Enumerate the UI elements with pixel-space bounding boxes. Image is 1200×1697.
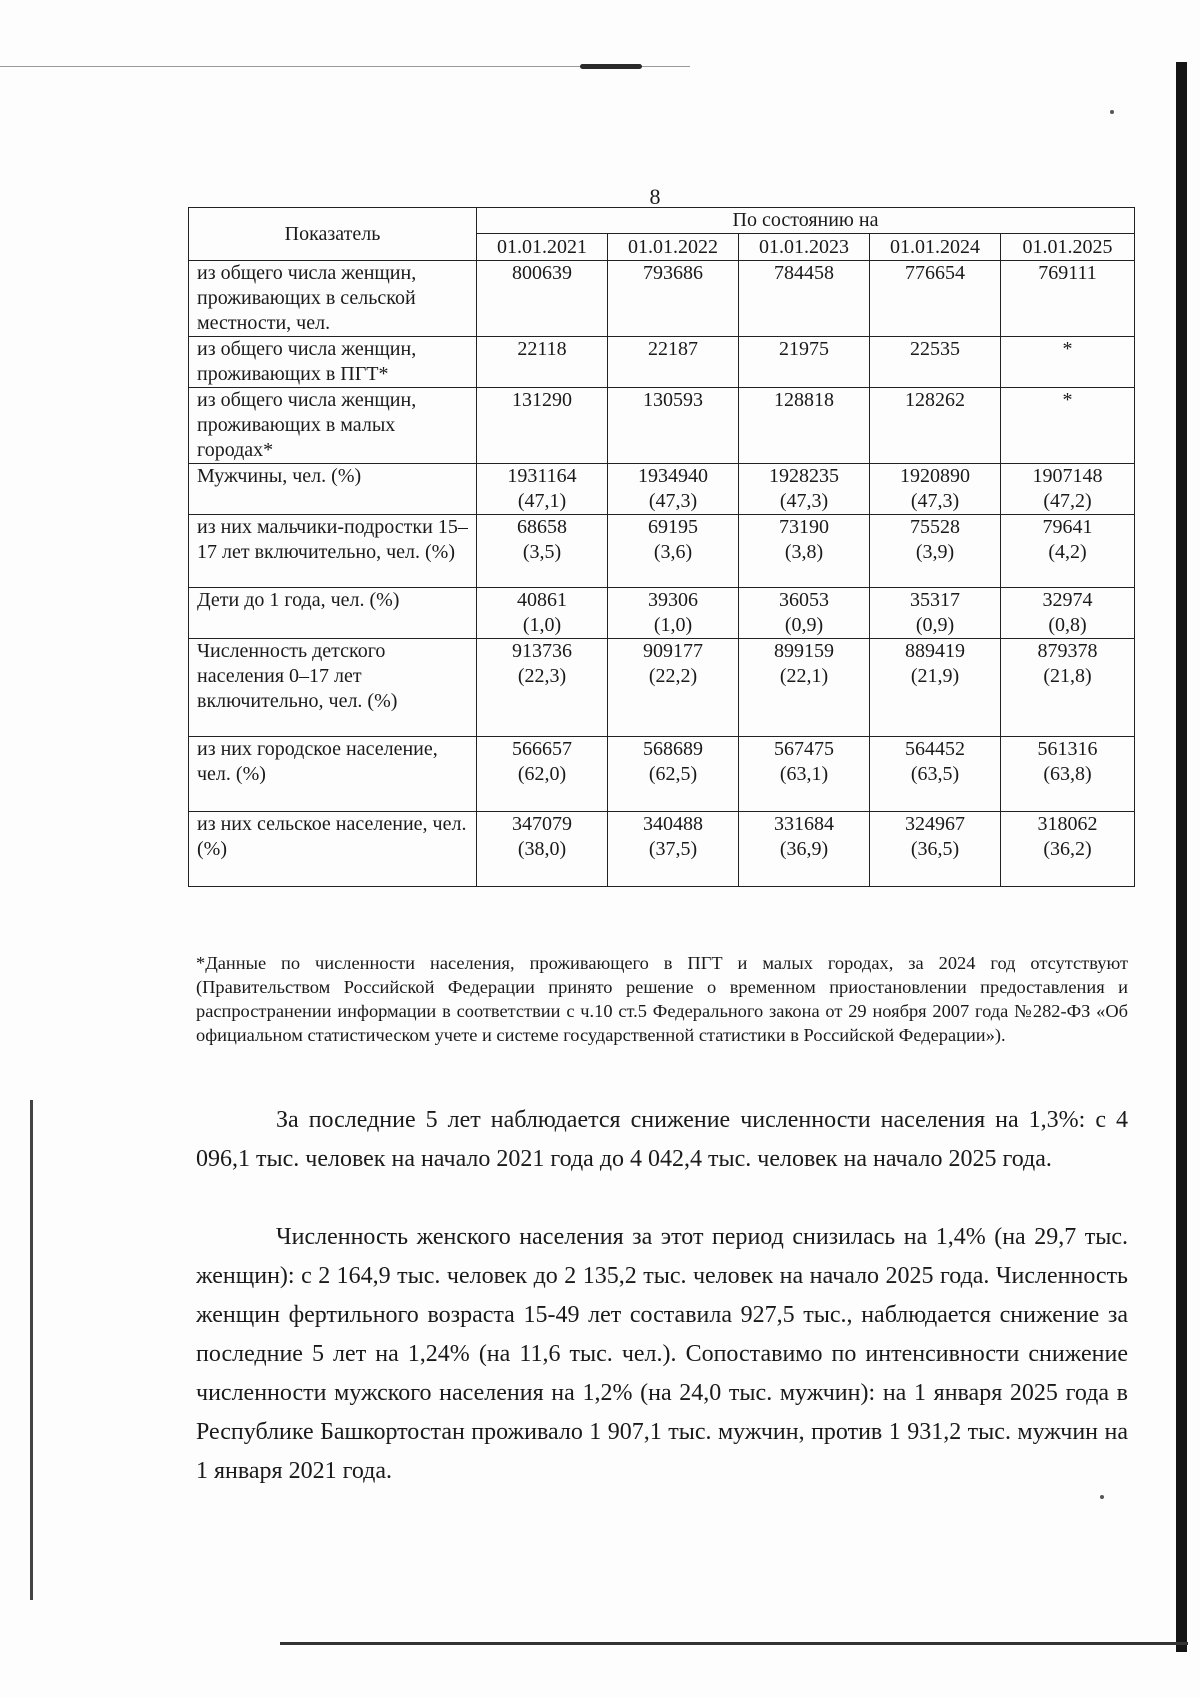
value-cell xyxy=(739,812,870,887)
table-row xyxy=(189,639,1135,737)
indicator-header: Показатель xyxy=(189,208,477,261)
cell-value: 75528 xyxy=(910,516,960,538)
cell-value: 561316 xyxy=(1037,738,1098,760)
value-cell xyxy=(739,337,870,388)
cell-value: 22535 xyxy=(910,338,960,360)
cell-share: (4,2) xyxy=(1048,541,1087,563)
cell-share: (3,9) xyxy=(915,541,955,563)
value-cell xyxy=(870,261,1001,337)
cell-value: 1920890 xyxy=(900,465,970,487)
value-cell xyxy=(608,388,739,464)
cell-share: (36,2) xyxy=(1043,838,1092,860)
value-cell xyxy=(739,464,870,515)
value-cell xyxy=(870,515,1001,588)
cell-value: 1931164 xyxy=(507,465,577,487)
cell-value: 69195 xyxy=(648,516,698,538)
value-cell xyxy=(739,388,870,464)
value-cell xyxy=(608,812,739,887)
cell-share: (36,5) xyxy=(910,838,960,860)
value-cell xyxy=(608,261,739,337)
cell-value: 39306 xyxy=(648,589,698,611)
table-row xyxy=(189,812,1135,887)
value-cell xyxy=(477,337,608,388)
value-cell xyxy=(1001,337,1135,388)
cell-value: 889419 xyxy=(905,640,965,662)
cell-value: 131290 xyxy=(512,389,572,411)
paragraph: За последние 5 лет наблюдается снижение численности населения на 1,3%: с 4 096,1 тыс. человек на начало 2021 года до 4 042,4 тыс. человек на начало 2025 года. xyxy=(196,1107,1128,1172)
cell-share: (63,5) xyxy=(910,763,960,785)
value-cell xyxy=(608,588,739,639)
row-label: из общего числа женщин, проживающих в сельской местности, чел. xyxy=(189,261,477,337)
value-cell xyxy=(477,812,608,887)
value-cell xyxy=(608,639,739,737)
row-label: из общего числа женщин, проживающих в малых городах* xyxy=(189,388,477,464)
cell-share: (63,1) xyxy=(779,763,829,785)
cell-share: (1,0) xyxy=(653,614,693,636)
cell-share: (38,0) xyxy=(517,838,567,860)
value-cell xyxy=(608,737,739,812)
value-cell xyxy=(870,812,1001,887)
cell-value: 776654 xyxy=(905,262,965,284)
value-cell xyxy=(1001,388,1135,464)
value-cell xyxy=(870,388,1001,464)
value-cell xyxy=(739,639,870,737)
value-cell xyxy=(739,588,870,639)
cell-share: (0,8) xyxy=(1048,614,1087,636)
row-label: из них мальчики-подростки 15–17 лет включительно, чел. (%) xyxy=(189,515,477,588)
cell-value: 130593 xyxy=(643,389,703,411)
value-cell xyxy=(870,737,1001,812)
cell-value: 568689 xyxy=(643,738,703,760)
table-body xyxy=(189,261,1135,887)
cell-share: (47,2) xyxy=(1043,490,1092,512)
date-header: 01.01.2021 xyxy=(477,234,608,261)
value-cell xyxy=(477,588,608,639)
cell-value: 22118 xyxy=(517,338,567,360)
cell-value: 340488 xyxy=(643,813,703,835)
cell-share: (1,0) xyxy=(522,614,562,636)
cell-value: 324967 xyxy=(905,813,965,835)
cell-value: 913736 xyxy=(512,640,572,662)
value-cell xyxy=(477,388,608,464)
row-label: из общего числа женщин, проживающих в ПГТ* xyxy=(189,337,477,388)
cell-share: (47,3) xyxy=(779,490,829,512)
table-row xyxy=(189,388,1135,464)
cell-share: (37,5) xyxy=(648,838,698,860)
date-header: 01.01.2022 xyxy=(608,234,739,261)
value-cell xyxy=(1001,588,1135,639)
cell-value: 73190 xyxy=(779,516,829,538)
date-header: 01.01.2023 xyxy=(739,234,870,261)
value-cell xyxy=(1001,639,1135,737)
scan-left-edge xyxy=(30,1100,33,1600)
cell-value: 784458 xyxy=(774,262,834,284)
cell-value: 128818 xyxy=(774,389,834,411)
table-row xyxy=(189,337,1135,388)
cell-value: 567475 xyxy=(774,738,834,760)
value-cell xyxy=(739,261,870,337)
table-row xyxy=(189,588,1135,639)
value-cell xyxy=(870,464,1001,515)
page-number: 8 xyxy=(649,184,661,209)
cell-share: (0,9) xyxy=(915,614,955,636)
cell-share: (63,8) xyxy=(1043,763,1092,785)
cell-share: (22,1) xyxy=(779,665,829,687)
cell-share: (22,3) xyxy=(517,665,567,687)
cell-share: (21,9) xyxy=(910,665,960,687)
cell-share: (21,8) xyxy=(1043,665,1092,687)
row-label: из них городское население, чел. (%) xyxy=(189,737,477,812)
value-cell xyxy=(477,737,608,812)
cell-value: 36053 xyxy=(779,589,829,611)
cell-value: 793686 xyxy=(643,262,703,284)
cell-share: (22,2) xyxy=(648,665,698,687)
value-cell xyxy=(739,515,870,588)
cell-value: 899159 xyxy=(774,640,834,662)
cell-share: (36,9) xyxy=(779,838,829,860)
scan-bottom-edge xyxy=(280,1642,1188,1645)
cell-value: 800639 xyxy=(512,262,572,284)
cell-value: * xyxy=(1062,338,1073,360)
cell-value: 331684 xyxy=(774,813,834,835)
cell-value: 879378 xyxy=(1037,640,1098,662)
cell-share: (3,8) xyxy=(784,541,824,563)
cell-value: 32974 xyxy=(1042,589,1093,611)
table-row xyxy=(189,515,1135,588)
cell-value: 21975 xyxy=(779,338,829,360)
value-cell xyxy=(870,639,1001,737)
cell-value: 564452 xyxy=(905,738,965,760)
scan-speck xyxy=(1100,1495,1104,1499)
row-label: Дети до 1 года, чел. (%) xyxy=(189,588,477,639)
cell-value: 1934940 xyxy=(638,465,708,487)
cell-share: (3,6) xyxy=(653,541,693,563)
value-cell xyxy=(477,639,608,737)
cell-value: 40861 xyxy=(517,589,567,611)
cell-value: 769111 xyxy=(1038,262,1097,284)
table-row xyxy=(189,464,1135,515)
date-group-header: По состоянию на xyxy=(477,208,1135,234)
scan-right-edge xyxy=(1176,62,1187,1652)
scan-top-mark xyxy=(580,64,642,69)
value-cell xyxy=(608,464,739,515)
value-cell xyxy=(1001,261,1135,337)
cell-value: 1928235 xyxy=(769,465,839,487)
cell-value: 35317 xyxy=(910,589,960,611)
table-row xyxy=(189,737,1135,812)
footnote: *Данные по численности населения, проживающего в ПГТ и малых городах, за 2024 год отсутствуют (Правительством Российской Федерации принято решение о временном приостановлении предоставления и распространении информации в соответствии с ч.10 ст.5 Федерального закона от 29 ноября 2007 года №282-ФЗ «Об официальном статистическом учете и системе государственной статистики в Российской Федерации»). xyxy=(196,953,1128,1045)
cell-share: (3,5) xyxy=(522,541,562,563)
cell-share: (47,3) xyxy=(910,490,960,512)
cell-value: 1907148 xyxy=(1032,465,1103,487)
paragraph: Численность женского населения за этот период снизилась на 1,4% (на 29,7 тыс. женщин): с 2 164,9 тыс. человек до 2 135,2 тыс. человек на начало 2025 года. Численность женщин фертильного возраста 15-49 лет составила 927,5 тыс., наблюдается снижение за последние 5 лет на 1,24% (на 11,6 тыс. чел.). Сопоставимо по интенсивности снижение численности мужского населения на 1,2% (на 24,0 тыс. мужчин): на 1 января 2025 года в Республике Башкортостан проживало 1 907,1 тыс. мужчин, против 1 931,2 тыс. мужчин на 1 января 2021 года. xyxy=(196,1224,1128,1484)
value-cell xyxy=(477,261,608,337)
cell-value: 347079 xyxy=(512,813,572,835)
cell-share: (47,1) xyxy=(517,490,567,512)
value-cell xyxy=(739,737,870,812)
date-header: 01.01.2025 xyxy=(1001,234,1135,261)
cell-value: 318062 xyxy=(1037,813,1098,835)
table-row xyxy=(189,261,1135,337)
cell-value: 22187 xyxy=(648,338,698,360)
value-cell xyxy=(870,337,1001,388)
cell-share: (62,5) xyxy=(648,763,698,785)
value-cell xyxy=(1001,515,1135,588)
value-cell xyxy=(1001,812,1135,887)
cell-share: (47,3) xyxy=(648,490,698,512)
cell-value: 79641 xyxy=(1042,516,1093,538)
date-header: 01.01.2024 xyxy=(870,234,1001,261)
cell-value: 909177 xyxy=(643,640,703,662)
cell-value: * xyxy=(1062,389,1073,411)
value-cell xyxy=(477,464,608,515)
cell-value: 128262 xyxy=(905,389,965,411)
cell-value: 566657 xyxy=(512,738,572,760)
value-cell xyxy=(1001,464,1135,515)
cell-share: (62,0) xyxy=(517,763,567,785)
cell-value: 68658 xyxy=(517,516,567,538)
value-cell xyxy=(608,337,739,388)
row-label: из них сельское население, чел. (%) xyxy=(189,812,477,887)
scan-speck xyxy=(1110,110,1114,114)
row-label: Мужчины, чел. (%) xyxy=(189,464,477,515)
cell-share: (0,9) xyxy=(784,614,824,636)
value-cell xyxy=(870,588,1001,639)
value-cell xyxy=(477,515,608,588)
value-cell xyxy=(608,515,739,588)
row-label: Численность детского населения 0–17 лет включительно, чел. (%) xyxy=(189,639,477,737)
value-cell xyxy=(1001,737,1135,812)
population-table xyxy=(188,207,1135,887)
